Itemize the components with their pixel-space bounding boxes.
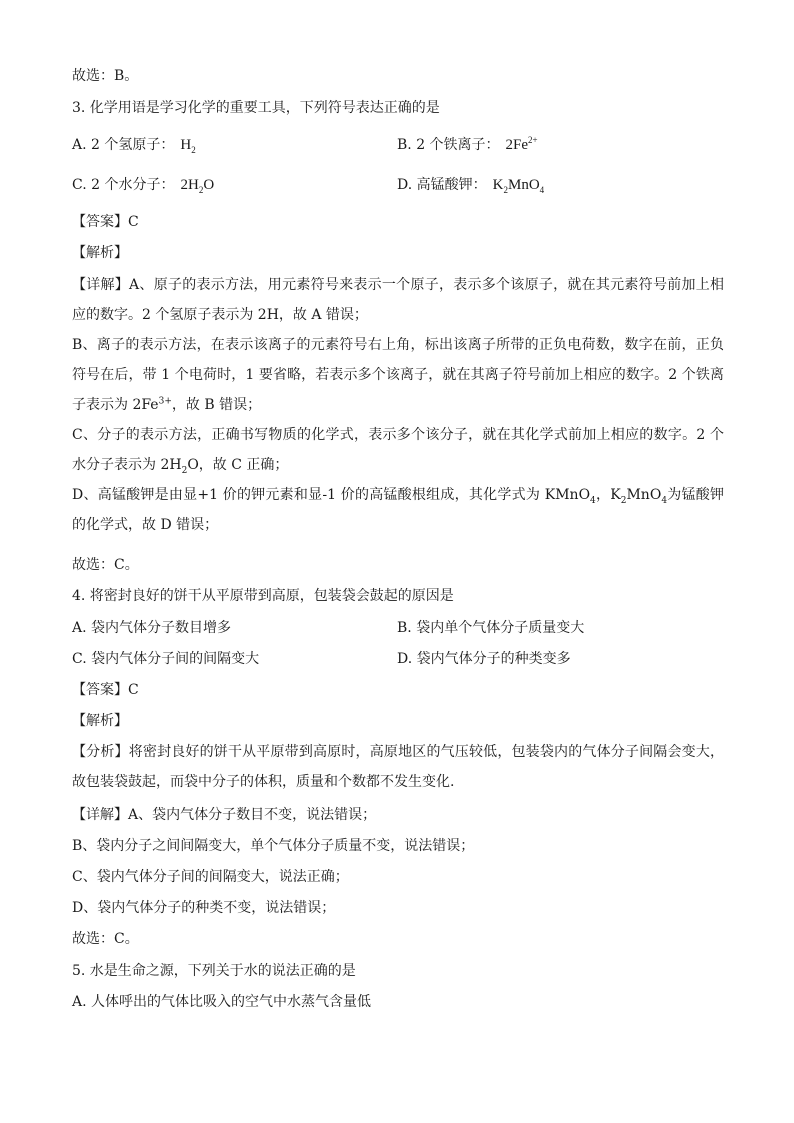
q3-detail-b: B、离子的表示方法，在表示该离子的元素符号右上角，标出该离子所带的正负电荷数，数字在前，正负符号在后，带 1 个电荷时，1 要省略，若表示多个该离子，就在其离子符号前加上相应的数字。2 个铁离子表示为 $2Fe^{3+}$，故 B 错误； [72,337,724,413]
q3-analysis-head: 【解析】 [72,245,128,261]
q3-option-c-label: C. 2 个水分子： [72,177,175,193]
q3-detail-c: C、分子的表示方法，正确书写物质的化学式，表示多个该分子，就在其化学式前加上相应的数字。2 个水分子表示为 $2H_2O$，故 C 正确； [72,427,724,476]
q4-detail-a: 【详解】A、袋内气体分子数目不变，说法错误； [72,807,377,823]
q3-option-d-formula: $K_2MnO_4$ [492,177,545,195]
q3-option-a [72,135,196,155]
q3-option-c [72,175,214,195]
q3-option-a-label: A. 2 个氢原子： [72,137,175,153]
q4-answer: 【答案】C [72,682,139,698]
q4-detail-d: D、袋内气体分子的种类不变，说法错误； [72,900,336,916]
q3-option-c-formula: $2H_2O$ [180,177,215,195]
q3-option-b-label: B. 2 个铁离子： [397,137,500,153]
q5-stem: 5. 水是生命之源，下列关于水的说法正确的是 [72,963,356,979]
q4-analysis-head: 【解析】 [72,713,128,729]
q3-answer: 【答案】C [72,214,139,230]
q4-detail-c: C、袋内气体分子间的间隔变大，说法正确； [72,869,349,885]
q4-fenxi: 【分析】将密封良好的饼干从平原带到高原时，高原地区的气压较低，包装袋内的气体分子间隔会变大，故包装袋鼓起，而袋中分子的体积，质量和个数都不发生变化. [72,744,724,790]
q5-option-a: A. 人体呼出的气体比吸入的空气中水蒸气含量低 [72,994,372,1010]
q3-choose: 故选：C。 [72,557,139,573]
q3-option-d [397,175,544,195]
q3-option-b-formula: $2Fe^{2+}$ [505,135,538,153]
q4-option-d: D. 袋内气体分子的种类变多 [397,651,571,667]
q3-detail-a: 【详解】A、原子的表示方法，用元素符号来表示一个原子，表示多个该原子，就在其元素符号前加上相应的数字。2 个氢原子表示为 2H，故 A 错误； [72,277,724,323]
q4-detail-b: B、袋内分子之间间隔变大，单个气体分子质量不变，说法错误； [72,838,475,854]
q4-option-b: B. 袋内单个气体分子质量变大 [397,620,585,636]
q4-option-c: C. 袋内气体分子间的间隔变大 [72,651,260,667]
q3-detail-d: D、高锰酸钾是由显+1 价的钾元素和显-1 价的高锰酸根组成，其化学式为 KMnO$_4$，$K_2MnO_4$为锰酸钾的化学式，故 D 错误； [72,487,725,533]
q4-option-a: A. 袋内气体分子数目增多 [72,620,232,636]
q4-stem: 4. 将密封良好的饼干从平原带到高原，包装袋会鼓起的原因是 [72,588,454,604]
q3-stem: 3. 化学用语是学习化学的重要工具，下列符号表达正确的是 [72,100,440,116]
q3-option-d-label: D. 高锰酸钾： [397,177,487,193]
q4-choose: 故选：C。 [72,931,139,947]
q3-option-a-formula: $H_2$ [180,137,196,155]
q2-choose: 故选：B。 [72,68,139,84]
q3-option-b [397,135,538,155]
